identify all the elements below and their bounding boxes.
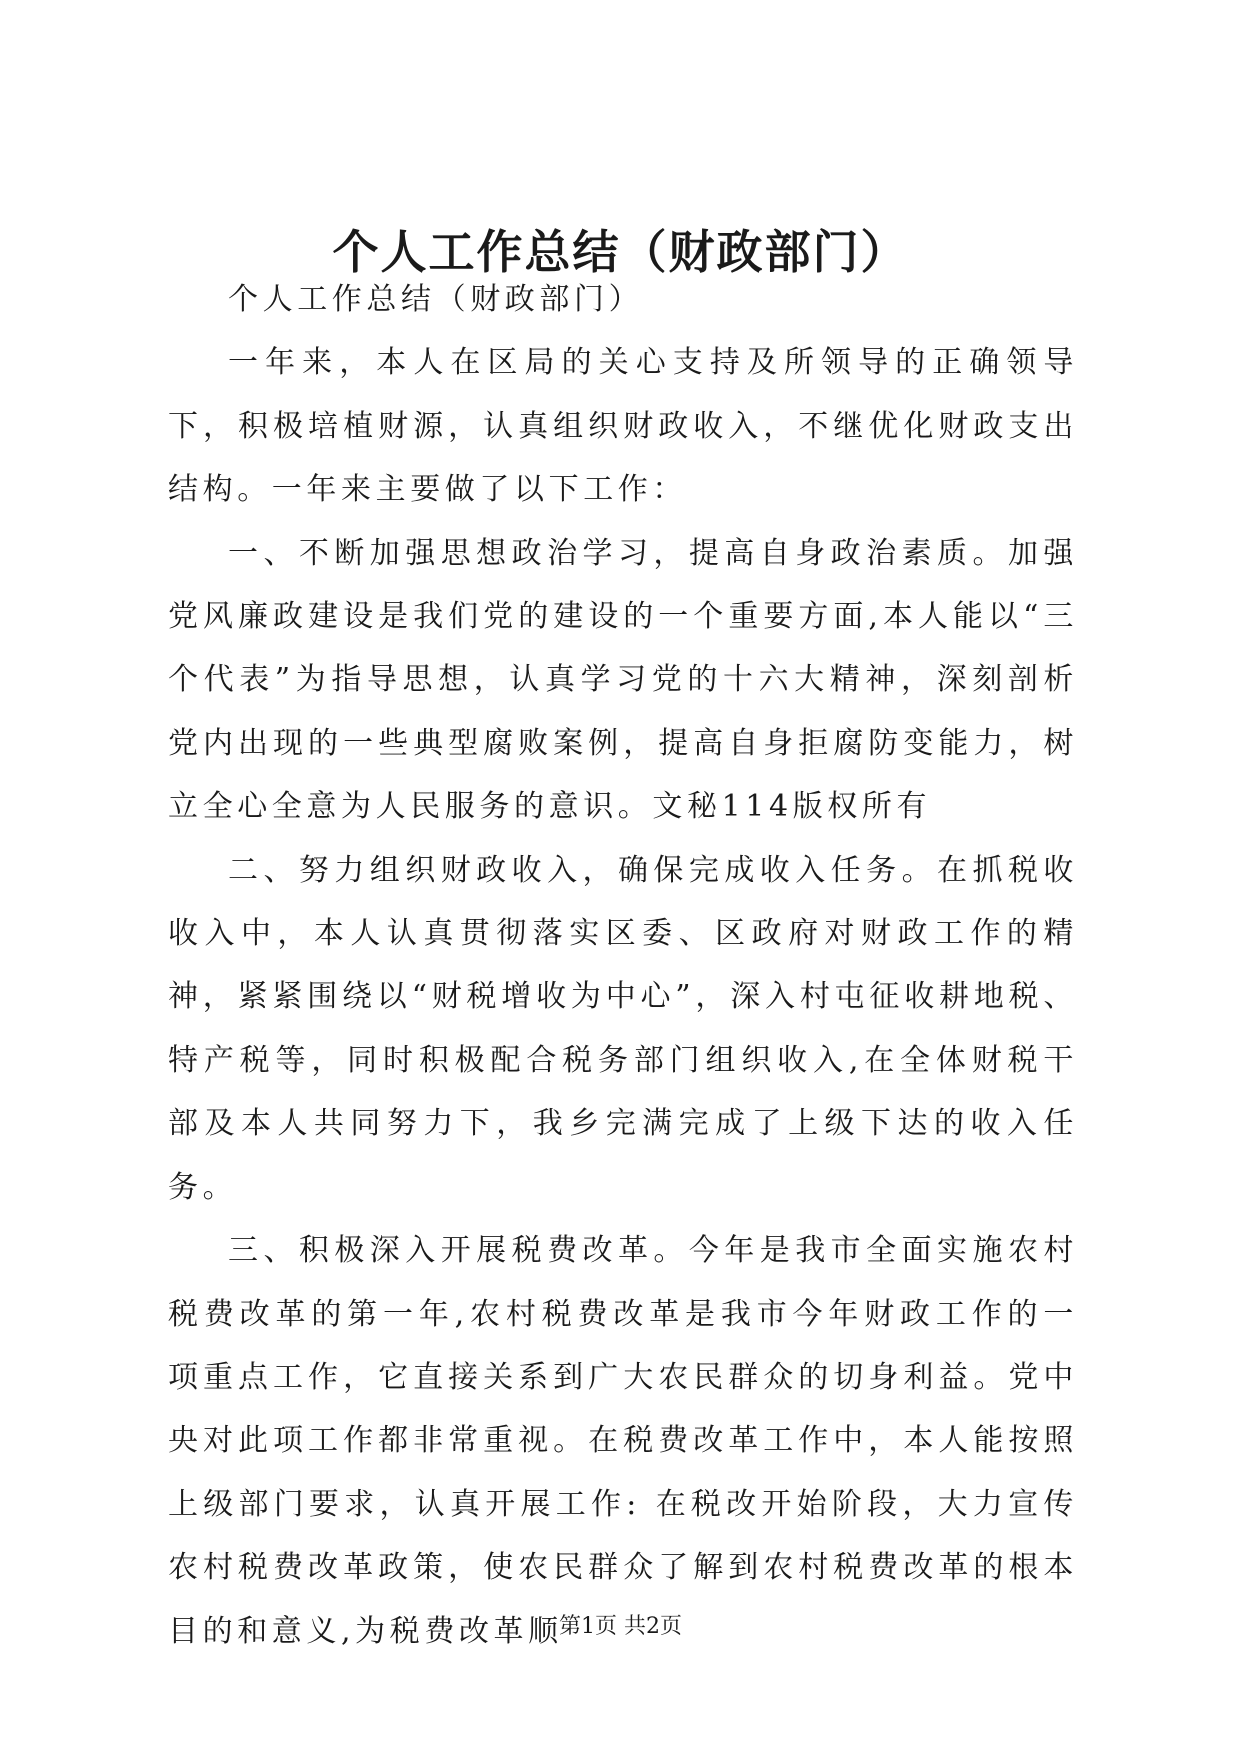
paragraph-subtitle: 个人工作总结（财政部门） xyxy=(228,282,644,317)
paragraph-section-3: 三、积极深入开展税费改革。今年是我市全面实施农村税费改革的第一年,农村税费改革是我市今年财政工作的一项重点工作，它直接关系到广大农民群众的切身利益。党中央对此项工作都非常重视。在税费改革工作中，本人能按照上级部门要求，认真开展工作: 在税改开始阶段，大力宣传农村税费改革政策，使农民群众了解到农村税费改革的根本目的和意义,为税费改革顺 xyxy=(168,1233,1078,1649)
paragraph-section-2: 二、努力组织财政收入，确保完成收入任务。在抓税收收入中，本人认真贯彻落实区委、区政府对财政工作的精神，紧紧围绕以“财税增收为中心”，深入村屯征收耕地税、特产税等，同时积极配合税务部门组织收入,在全体财税干部及本人共同努力下，我乡完满完成了上级下达的收入任务。 xyxy=(168,852,1078,1205)
document-body xyxy=(168,268,1078,1663)
paragraph-section-1: 一、不断加强思想政治学习，提高自身政治素质。加强党风廉政建设是我们党的建设的一个重要方面,本人能以“三个代表”为指导思想，认真学习党的十六大精神，深刻剖析党内出现的一些典型腐败案例，提高自身拒腐防变能力，树立全心全意为人民服务的意识。文秘114版权所有 xyxy=(168,535,1078,825)
paragraph-intro: 一年来，本人在区局的关心支持及所领导的正确领导下，积极培植财源，认真组织财政收入，不继优化财政支出结构。一年来主要做了以下工作： xyxy=(168,345,1078,508)
document-title: 个人工作总结（财政部门） xyxy=(332,225,909,279)
page-footer xyxy=(0,1612,1241,1642)
page-indicator: 第1页 共2页 xyxy=(559,1614,682,1639)
